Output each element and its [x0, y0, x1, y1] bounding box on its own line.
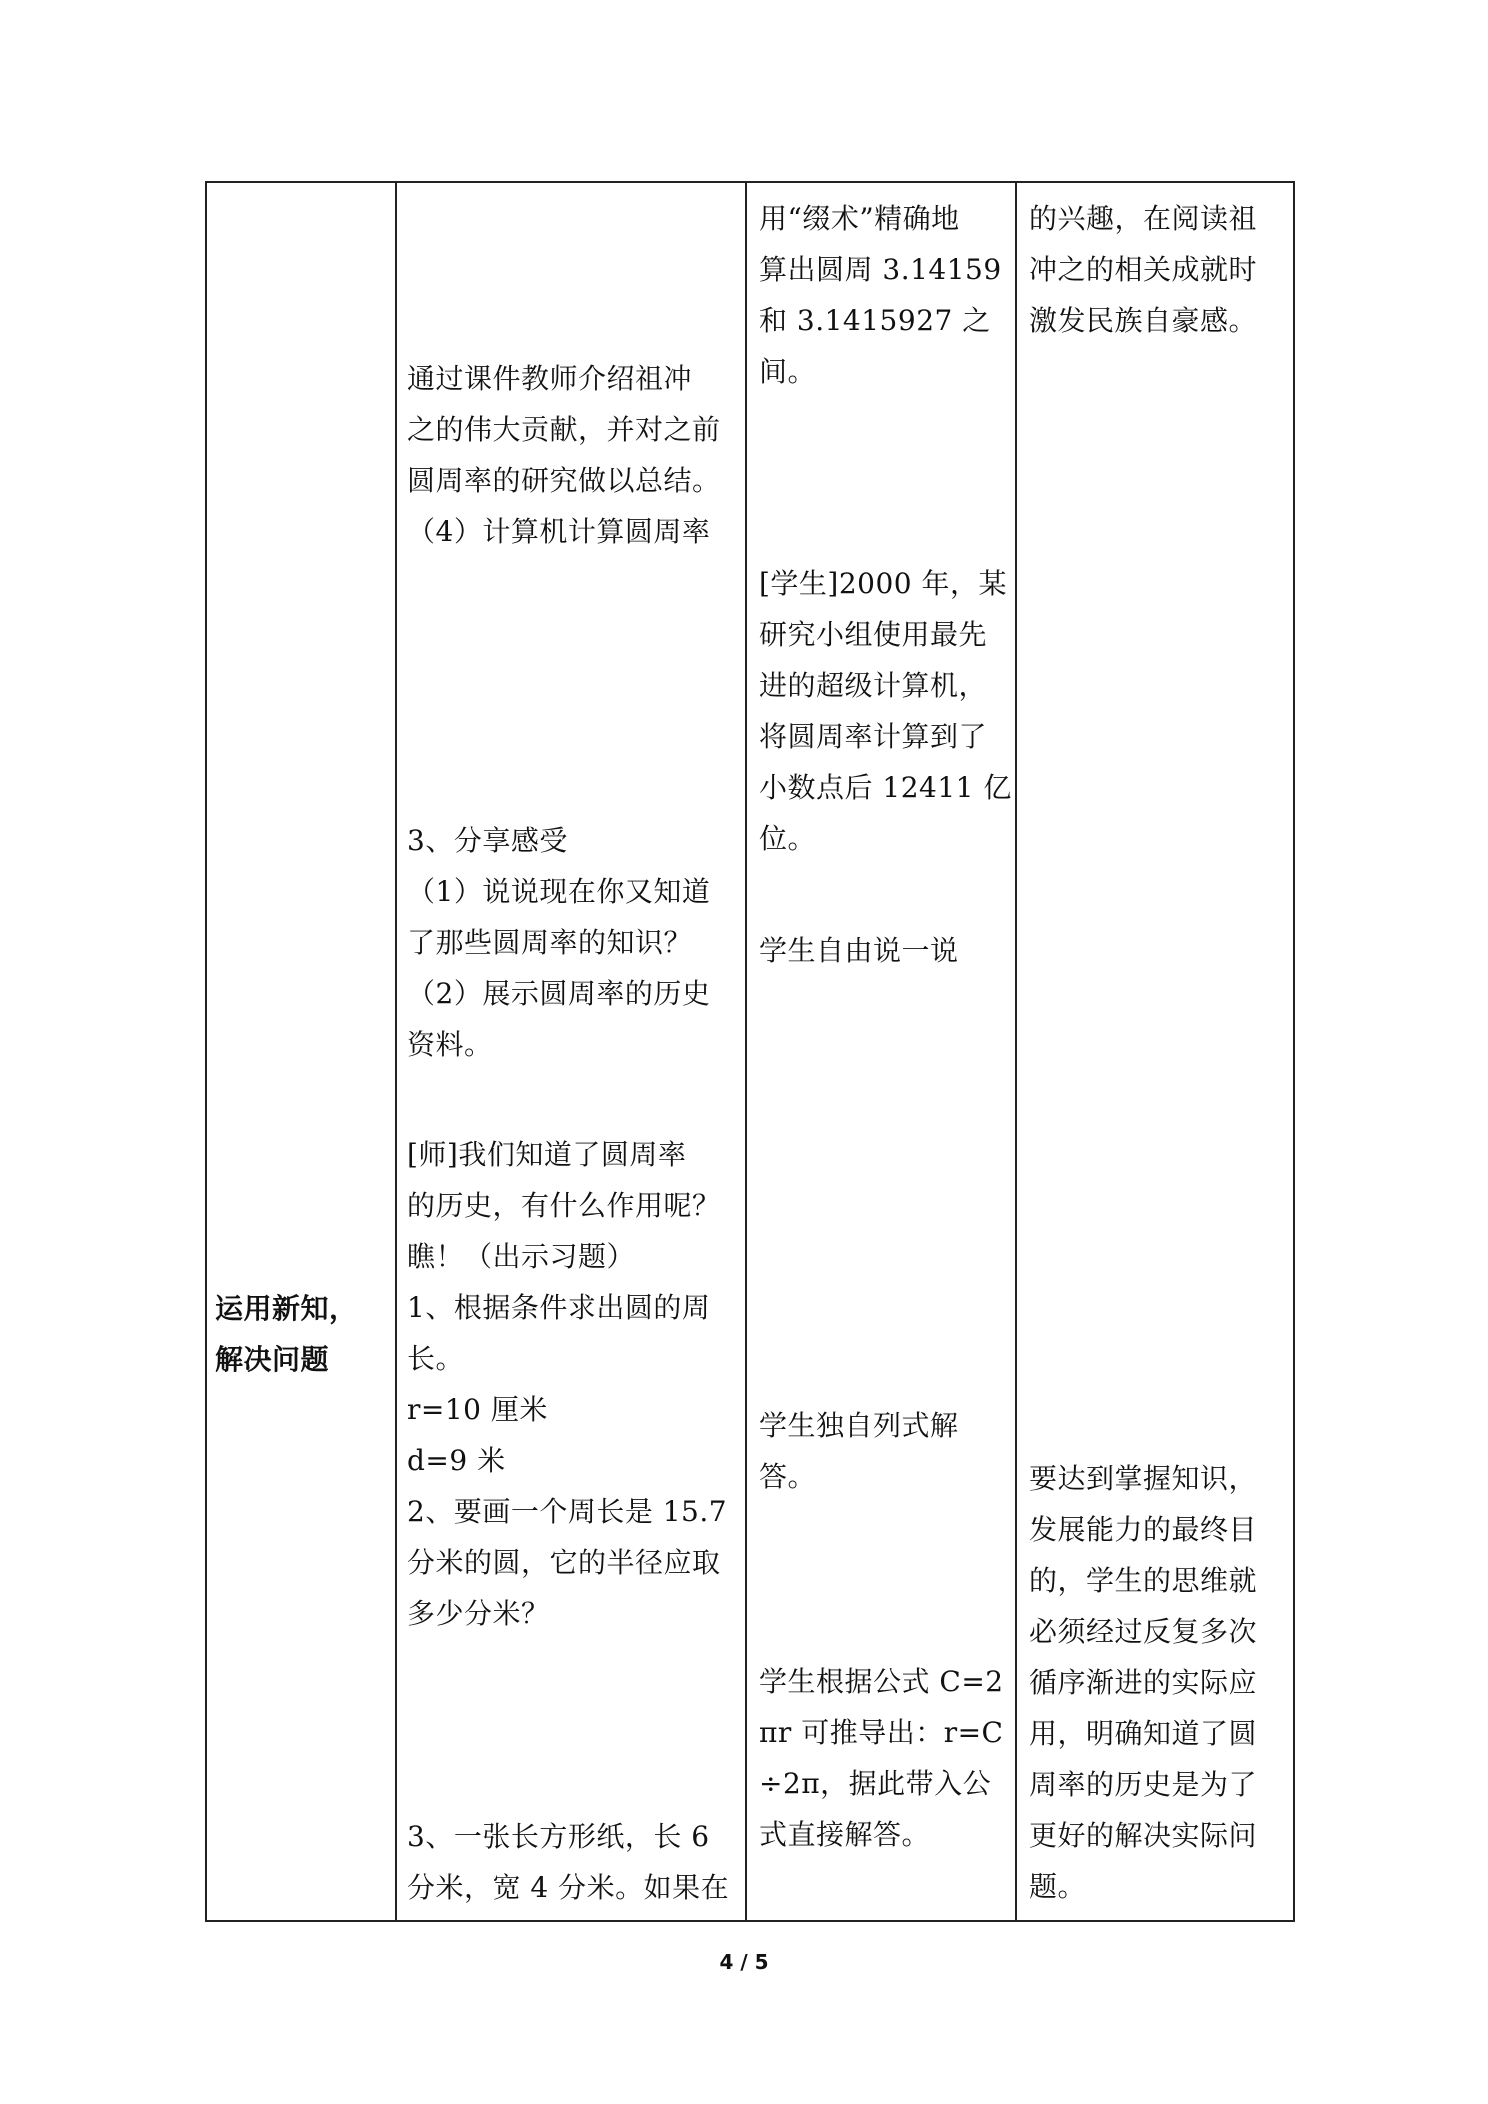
design-intent-block: 的兴趣，在阅读祖 冲之的相关成就时 激发民族自豪感。 — [1029, 202, 1258, 337]
student-activity-block: 用“缀术”精确地 算出圆周 3.14159 和 3.1415927 之 间。 — [759, 202, 1002, 388]
student-activity-block: 学生独自列式解 答。 — [759, 1409, 959, 1493]
teacher-activity-block: 通过课件教师介绍祖冲 之的伟大贡献，并对之前 圆周率的研究做以总结。 （4）计算机计算圆周率 — [407, 362, 721, 548]
design-intent-block: 要达到掌握知识， 发展能力的最终目 的，学生的思维就 必须经过反复多次 循序渐进的实际应 用，明确知道了圆 周率的历史是为了 更好的解决实际问 题。 — [1029, 1462, 1258, 1903]
student-activity-block: 学生自由说一说 — [759, 934, 959, 967]
teacher-activity-block: 3、分享感受 （1）说说现在你又知道 了那些圆周率的知识？ （2）展示圆周率的历史 资料。 — [407, 824, 711, 1061]
teacher-activity-block: 3、一张长方形纸，长 6 分米，宽 4 分米。如果在 — [407, 1820, 730, 1904]
column-divider — [1015, 183, 1017, 1920]
column-divider — [745, 183, 747, 1920]
teacher-activity-block: [师]我们知道了圆周率 的历史，有什么作用呢？ 瞧！（出示习题） 1、根据条件求出圆的周 长。 r=10 厘米 d=9 米 2、要画一个周长是 15.7 分米的圆，它的半径应取 多少分米？ — [407, 1138, 728, 1630]
student-activity-block: 学生根据公式 C=2 πr 可推导出：r=C ÷2π，据此带入公 式直接解答。 — [759, 1665, 1004, 1851]
column-divider — [395, 183, 397, 1920]
lesson-plan-table — [205, 181, 1295, 1922]
page-number: 4 / 5 — [719, 1950, 769, 1974]
student-activity-block: [学生]2000 年，某 研究小组使用最先 进的超级计算机， 将圆周率计算到了 小数点后 12411 亿 位。 — [759, 567, 1012, 855]
stage-title: 运用新知， 解决问题 — [215, 1292, 358, 1376]
